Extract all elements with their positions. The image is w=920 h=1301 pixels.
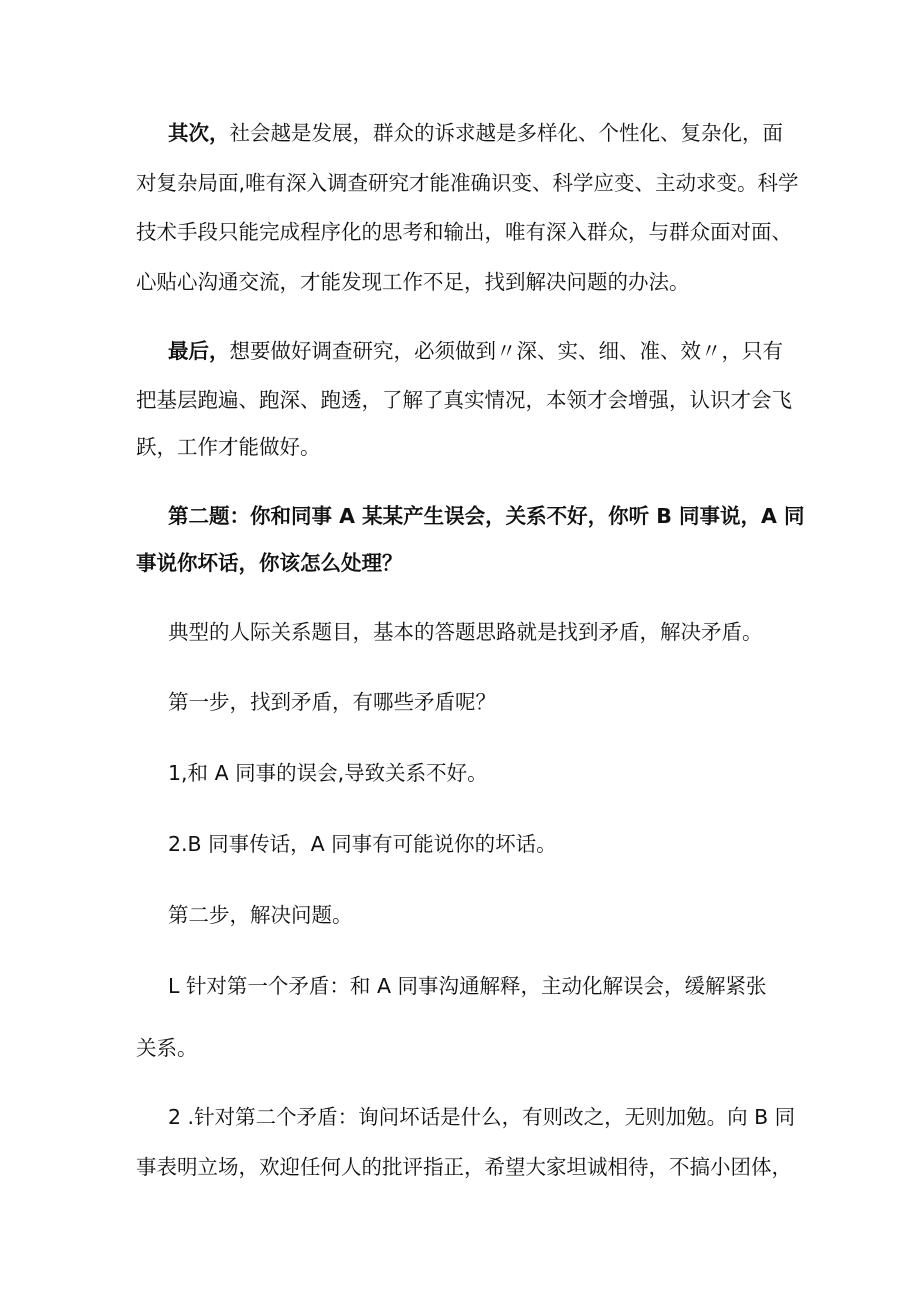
paragraph-line [168, 341, 783, 362]
intro-text: 典型的人际关系题目，基本的答题思路就是找到矛盾，解决矛盾。 [168, 620, 763, 644]
paragraph-line: 把基层跑遍、跑深、跑透，了解了真实情况，本领才会增强，认识才会飞 [136, 388, 792, 412]
step-heading: 第一步，找到矛盾，有哪些矛盾呢？ [168, 690, 496, 714]
paragraph-text: 社会越是发展，群众的诉求越是多样化、个性化、复杂化，面 [229, 121, 783, 145]
lead-phrase: 其次， [168, 121, 230, 145]
question-heading: 事说你坏话，你该怎么处理？ [136, 551, 403, 575]
list-item: 2 .针对第二个矛盾：询问坏话是什么，有则改之，无则加勉。向 B 同 [168, 1105, 796, 1129]
list-item-continued: 关系。 [136, 1036, 198, 1060]
lead-phrase: 最后， [168, 339, 230, 363]
question-heading: 第二题：你和同事 A 某某产生误会，关系不好，你听 B 同事说，A 同 [168, 504, 805, 528]
paragraph-line: 心贴心沟通交流，才能发现工作不足，找到解决问题的办法。 [136, 270, 690, 294]
list-item: 1,和 A 同事的误会,导致关系不好。 [168, 761, 488, 785]
paragraph-line: 对复杂局面,唯有深入调查研究才能准确识变、科学应变、主动求变。科学 [136, 171, 799, 195]
paragraph-text: 想要做好调查研究，必须做到〃深、实、细、准、效〃，只有 [229, 339, 783, 363]
list-item: L 针对第一个矛盾：和 A 同事沟通解释，主动化解误会，缓解紧张 [168, 974, 767, 998]
list-item-continued: 事表明立场，欢迎任何人的批评指正，希望大家坦诚相待，不搞小团体， [136, 1155, 792, 1179]
paragraph-line: 跃，工作才能做好。 [136, 435, 321, 459]
step-heading: 第二步，解决问题。 [168, 903, 353, 927]
list-item: 2.B 同事传话，A 同事有可能说你的坏话。 [168, 832, 557, 856]
paragraph-line [168, 123, 783, 144]
paragraph-line: 技术手段只能完成程序化的思考和输出，唯有深入群众，与群众面对面、 [136, 220, 792, 244]
